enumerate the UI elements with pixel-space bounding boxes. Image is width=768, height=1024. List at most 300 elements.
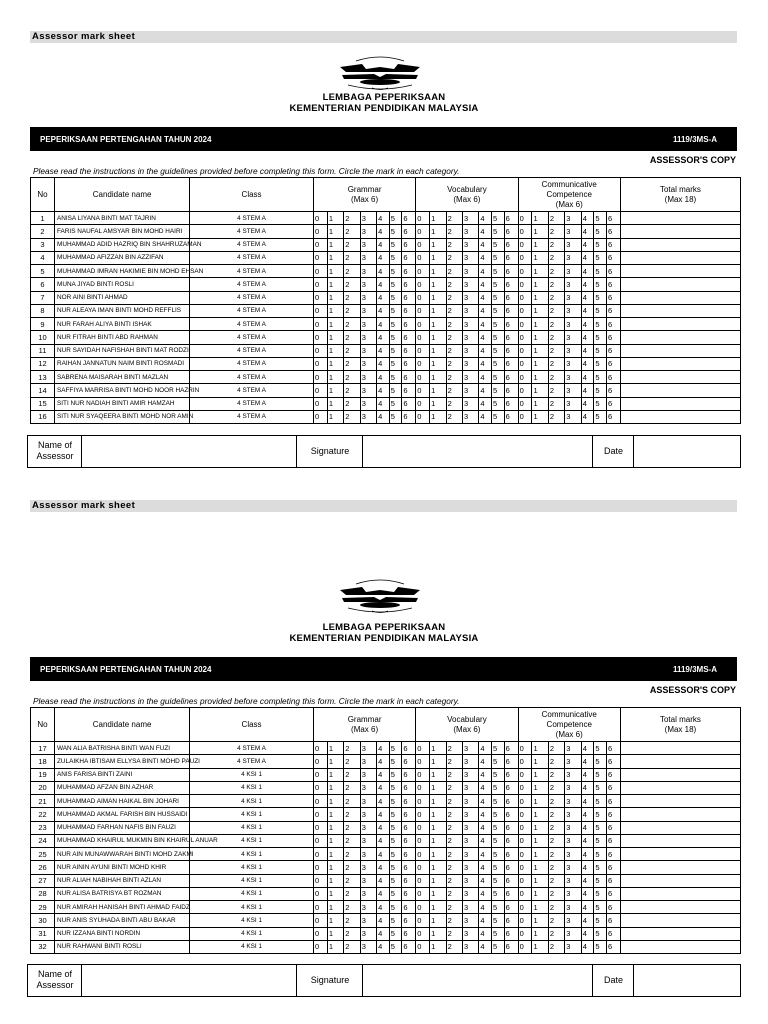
grammar-mark-option[interactable]: 0 (313, 291, 327, 304)
communicative-mark-option[interactable]: 1 (532, 768, 548, 781)
grammar-mark-option[interactable]: 4 (377, 768, 390, 781)
total-marks-cell[interactable] (620, 212, 740, 225)
grammar-mark-option[interactable]: 2 (344, 848, 360, 861)
vocabulary-mark-option[interactable]: 1 (430, 887, 446, 900)
grammar-mark-option[interactable]: 2 (344, 265, 360, 278)
grammar-mark-option[interactable]: 4 (377, 914, 390, 927)
total-marks-cell[interactable] (620, 755, 740, 768)
vocabulary-mark-option[interactable]: 4 (479, 278, 492, 291)
grammar-mark-option[interactable]: 3 (360, 821, 376, 834)
communicative-mark-option[interactable]: 2 (548, 331, 564, 344)
vocabulary-mark-option[interactable]: 3 (462, 808, 478, 821)
communicative-mark-option[interactable]: 4 (581, 940, 594, 953)
grammar-mark-option[interactable]: 3 (360, 371, 376, 384)
grammar-mark-option[interactable]: 3 (360, 914, 376, 927)
communicative-mark-option[interactable]: 5 (594, 781, 607, 794)
communicative-mark-option[interactable]: 4 (581, 861, 594, 874)
communicative-mark-option[interactable]: 6 (606, 768, 620, 781)
communicative-mark-option[interactable]: 1 (532, 212, 548, 225)
vocabulary-mark-option[interactable]: 0 (416, 291, 430, 304)
communicative-mark-option[interactable]: 2 (548, 755, 564, 768)
vocabulary-mark-option[interactable]: 3 (462, 940, 478, 953)
vocabulary-mark-option[interactable]: 3 (462, 755, 478, 768)
vocabulary-mark-option[interactable]: 0 (416, 397, 430, 410)
vocabulary-mark-option[interactable]: 5 (492, 304, 505, 317)
vocabulary-mark-option[interactable]: 1 (430, 781, 446, 794)
vocabulary-mark-option[interactable]: 4 (479, 781, 492, 794)
grammar-mark-option[interactable]: 2 (344, 874, 360, 887)
communicative-mark-option[interactable]: 2 (548, 344, 564, 357)
total-marks-cell[interactable] (620, 768, 740, 781)
communicative-mark-option[interactable]: 2 (548, 821, 564, 834)
communicative-mark-option[interactable]: 4 (581, 251, 594, 264)
grammar-mark-option[interactable]: 4 (377, 291, 390, 304)
vocabulary-mark-option[interactable]: 5 (492, 397, 505, 410)
communicative-mark-option[interactable]: 4 (581, 848, 594, 861)
vocabulary-mark-option[interactable]: 0 (416, 940, 430, 953)
grammar-mark-option[interactable]: 4 (377, 927, 390, 940)
vocabulary-mark-option[interactable]: 0 (416, 251, 430, 264)
communicative-mark-option[interactable]: 0 (518, 927, 532, 940)
communicative-mark-option[interactable]: 1 (532, 874, 548, 887)
total-marks-cell[interactable] (620, 781, 740, 794)
communicative-mark-option[interactable]: 3 (565, 238, 581, 251)
vocabulary-mark-option[interactable]: 5 (492, 225, 505, 238)
vocabulary-mark-option[interactable]: 5 (492, 914, 505, 927)
vocabulary-mark-option[interactable]: 3 (462, 357, 478, 370)
communicative-mark-option[interactable]: 3 (565, 384, 581, 397)
communicative-mark-option[interactable]: 2 (548, 371, 564, 384)
vocabulary-mark-option[interactable]: 4 (479, 755, 492, 768)
grammar-mark-option[interactable]: 2 (344, 225, 360, 238)
grammar-mark-option[interactable]: 0 (313, 331, 327, 344)
communicative-mark-option[interactable]: 0 (518, 371, 532, 384)
vocabulary-mark-option[interactable]: 2 (446, 874, 462, 887)
vocabulary-mark-option[interactable]: 1 (430, 212, 446, 225)
grammar-mark-option[interactable]: 6 (402, 304, 416, 317)
total-marks-cell[interactable] (620, 318, 740, 331)
communicative-mark-option[interactable]: 5 (594, 225, 607, 238)
communicative-mark-option[interactable]: 4 (581, 821, 594, 834)
communicative-mark-option[interactable]: 5 (594, 265, 607, 278)
communicative-mark-option[interactable]: 0 (518, 940, 532, 953)
vocabulary-mark-option[interactable]: 3 (462, 384, 478, 397)
vocabulary-mark-option[interactable]: 1 (430, 901, 446, 914)
vocabulary-mark-option[interactable]: 2 (446, 887, 462, 900)
grammar-mark-option[interactable]: 4 (377, 940, 390, 953)
vocabulary-mark-option[interactable]: 5 (492, 940, 505, 953)
communicative-mark-option[interactable]: 1 (532, 304, 548, 317)
grammar-mark-option[interactable]: 6 (402, 331, 416, 344)
vocabulary-mark-option[interactable]: 6 (504, 808, 518, 821)
communicative-mark-option[interactable]: 4 (581, 410, 594, 423)
vocabulary-mark-option[interactable]: 3 (462, 265, 478, 278)
grammar-mark-option[interactable]: 1 (327, 331, 343, 344)
communicative-mark-option[interactable]: 2 (548, 848, 564, 861)
communicative-mark-option[interactable]: 6 (606, 742, 620, 755)
grammar-mark-option[interactable]: 1 (327, 291, 343, 304)
grammar-mark-option[interactable]: 4 (377, 344, 390, 357)
communicative-mark-option[interactable]: 4 (581, 291, 594, 304)
communicative-mark-option[interactable]: 2 (548, 914, 564, 927)
vocabulary-mark-option[interactable]: 6 (504, 861, 518, 874)
vocabulary-mark-option[interactable]: 1 (430, 755, 446, 768)
communicative-mark-option[interactable]: 0 (518, 742, 532, 755)
communicative-mark-option[interactable]: 1 (532, 861, 548, 874)
vocabulary-mark-option[interactable]: 4 (479, 344, 492, 357)
vocabulary-mark-option[interactable]: 0 (416, 318, 430, 331)
vocabulary-mark-option[interactable]: 3 (462, 318, 478, 331)
grammar-mark-option[interactable]: 3 (360, 291, 376, 304)
communicative-mark-option[interactable]: 3 (565, 781, 581, 794)
grammar-mark-option[interactable]: 4 (377, 901, 390, 914)
vocabulary-mark-option[interactable]: 0 (416, 357, 430, 370)
grammar-mark-option[interactable]: 5 (389, 755, 402, 768)
vocabulary-mark-option[interactable]: 3 (462, 848, 478, 861)
grammar-mark-option[interactable]: 6 (402, 887, 416, 900)
total-marks-cell[interactable] (620, 808, 740, 821)
vocabulary-mark-option[interactable]: 0 (416, 808, 430, 821)
communicative-mark-option[interactable]: 4 (581, 901, 594, 914)
vocabulary-mark-option[interactable]: 1 (430, 795, 446, 808)
vocabulary-mark-option[interactable]: 2 (446, 251, 462, 264)
vocabulary-mark-option[interactable]: 2 (446, 344, 462, 357)
vocabulary-mark-option[interactable]: 6 (504, 291, 518, 304)
grammar-mark-option[interactable]: 4 (377, 265, 390, 278)
vocabulary-mark-option[interactable]: 6 (504, 265, 518, 278)
vocabulary-mark-option[interactable]: 1 (430, 834, 446, 847)
grammar-mark-option[interactable]: 5 (389, 874, 402, 887)
grammar-mark-option[interactable]: 4 (377, 397, 390, 410)
grammar-mark-option[interactable]: 4 (377, 848, 390, 861)
vocabulary-mark-option[interactable]: 6 (504, 927, 518, 940)
vocabulary-mark-option[interactable]: 5 (492, 927, 505, 940)
communicative-mark-option[interactable]: 6 (606, 861, 620, 874)
communicative-mark-option[interactable]: 4 (581, 225, 594, 238)
communicative-mark-option[interactable]: 6 (606, 304, 620, 317)
grammar-mark-option[interactable]: 2 (344, 821, 360, 834)
grammar-mark-option[interactable]: 1 (327, 861, 343, 874)
grammar-mark-option[interactable]: 2 (344, 357, 360, 370)
grammar-mark-option[interactable]: 0 (313, 357, 327, 370)
communicative-mark-option[interactable]: 4 (581, 304, 594, 317)
communicative-mark-option[interactable]: 0 (518, 304, 532, 317)
vocabulary-mark-option[interactable]: 3 (462, 291, 478, 304)
vocabulary-mark-option[interactable]: 6 (504, 887, 518, 900)
vocabulary-mark-option[interactable]: 2 (446, 768, 462, 781)
vocabulary-mark-option[interactable]: 0 (416, 344, 430, 357)
vocabulary-mark-option[interactable]: 1 (430, 238, 446, 251)
grammar-mark-option[interactable]: 3 (360, 874, 376, 887)
vocabulary-mark-option[interactable]: 2 (446, 384, 462, 397)
total-marks-cell[interactable] (620, 742, 740, 755)
vocabulary-mark-option[interactable]: 2 (446, 781, 462, 794)
grammar-mark-option[interactable]: 6 (402, 410, 416, 423)
communicative-mark-option[interactable]: 6 (606, 251, 620, 264)
grammar-mark-option[interactable]: 5 (389, 371, 402, 384)
communicative-mark-option[interactable]: 1 (532, 742, 548, 755)
total-marks-cell[interactable] (620, 834, 740, 847)
vocabulary-mark-option[interactable]: 0 (416, 384, 430, 397)
grammar-mark-option[interactable]: 2 (344, 914, 360, 927)
communicative-mark-option[interactable]: 4 (581, 357, 594, 370)
grammar-mark-option[interactable]: 2 (344, 901, 360, 914)
vocabulary-mark-option[interactable]: 0 (416, 371, 430, 384)
communicative-mark-option[interactable]: 1 (532, 384, 548, 397)
communicative-mark-option[interactable]: 5 (594, 238, 607, 251)
vocabulary-mark-option[interactable]: 3 (462, 331, 478, 344)
vocabulary-mark-option[interactable]: 6 (504, 304, 518, 317)
communicative-mark-option[interactable]: 0 (518, 212, 532, 225)
vocabulary-mark-option[interactable]: 5 (492, 768, 505, 781)
vocabulary-mark-option[interactable]: 1 (430, 768, 446, 781)
communicative-mark-option[interactable]: 2 (548, 225, 564, 238)
grammar-mark-option[interactable]: 3 (360, 212, 376, 225)
grammar-mark-option[interactable]: 2 (344, 212, 360, 225)
communicative-mark-option[interactable]: 2 (548, 397, 564, 410)
communicative-mark-option[interactable]: 0 (518, 901, 532, 914)
vocabulary-mark-option[interactable]: 3 (462, 410, 478, 423)
communicative-mark-option[interactable]: 2 (548, 940, 564, 953)
vocabulary-mark-option[interactable]: 0 (416, 304, 430, 317)
communicative-mark-option[interactable]: 2 (548, 265, 564, 278)
grammar-mark-option[interactable]: 5 (389, 304, 402, 317)
vocabulary-mark-option[interactable]: 2 (446, 238, 462, 251)
total-marks-cell[interactable] (620, 821, 740, 834)
grammar-mark-option[interactable]: 1 (327, 808, 343, 821)
communicative-mark-option[interactable]: 2 (548, 291, 564, 304)
grammar-mark-option[interactable]: 1 (327, 795, 343, 808)
grammar-mark-option[interactable]: 3 (360, 768, 376, 781)
communicative-mark-option[interactable]: 5 (594, 331, 607, 344)
grammar-mark-option[interactable]: 3 (360, 225, 376, 238)
grammar-mark-option[interactable]: 5 (389, 848, 402, 861)
communicative-mark-option[interactable]: 2 (548, 768, 564, 781)
grammar-mark-option[interactable]: 3 (360, 781, 376, 794)
vocabulary-mark-option[interactable]: 4 (479, 821, 492, 834)
vocabulary-mark-option[interactable]: 4 (479, 225, 492, 238)
grammar-mark-option[interactable]: 0 (313, 795, 327, 808)
communicative-mark-option[interactable]: 3 (565, 914, 581, 927)
grammar-mark-option[interactable]: 5 (389, 887, 402, 900)
communicative-mark-option[interactable]: 5 (594, 887, 607, 900)
vocabulary-mark-option[interactable]: 5 (492, 874, 505, 887)
grammar-mark-option[interactable]: 4 (377, 410, 390, 423)
communicative-mark-option[interactable]: 6 (606, 755, 620, 768)
vocabulary-mark-option[interactable]: 1 (430, 848, 446, 861)
communicative-mark-option[interactable]: 5 (594, 304, 607, 317)
communicative-mark-option[interactable]: 0 (518, 251, 532, 264)
communicative-mark-option[interactable]: 4 (581, 238, 594, 251)
grammar-mark-option[interactable]: 3 (360, 940, 376, 953)
vocabulary-mark-option[interactable]: 3 (462, 795, 478, 808)
grammar-mark-option[interactable]: 1 (327, 755, 343, 768)
vocabulary-mark-option[interactable]: 2 (446, 410, 462, 423)
communicative-mark-option[interactable]: 5 (594, 874, 607, 887)
vocabulary-mark-option[interactable]: 3 (462, 251, 478, 264)
grammar-mark-option[interactable]: 3 (360, 795, 376, 808)
vocabulary-mark-option[interactable]: 5 (492, 238, 505, 251)
communicative-mark-option[interactable]: 3 (565, 225, 581, 238)
communicative-mark-option[interactable]: 1 (532, 901, 548, 914)
vocabulary-mark-option[interactable]: 0 (416, 914, 430, 927)
grammar-mark-option[interactable]: 0 (313, 742, 327, 755)
grammar-mark-option[interactable]: 0 (313, 318, 327, 331)
communicative-mark-option[interactable]: 0 (518, 755, 532, 768)
grammar-mark-option[interactable]: 6 (402, 397, 416, 410)
vocabulary-mark-option[interactable]: 0 (416, 278, 430, 291)
vocabulary-mark-option[interactable]: 2 (446, 291, 462, 304)
communicative-mark-option[interactable]: 1 (532, 834, 548, 847)
communicative-mark-option[interactable]: 6 (606, 808, 620, 821)
communicative-mark-option[interactable]: 2 (548, 304, 564, 317)
communicative-mark-option[interactable]: 3 (565, 848, 581, 861)
grammar-mark-option[interactable]: 0 (313, 808, 327, 821)
communicative-mark-option[interactable]: 6 (606, 225, 620, 238)
communicative-mark-option[interactable]: 4 (581, 834, 594, 847)
communicative-mark-option[interactable]: 3 (565, 265, 581, 278)
grammar-mark-option[interactable]: 4 (377, 318, 390, 331)
grammar-mark-option[interactable]: 1 (327, 304, 343, 317)
vocabulary-mark-option[interactable]: 0 (416, 901, 430, 914)
grammar-mark-option[interactable]: 3 (360, 357, 376, 370)
grammar-mark-option[interactable]: 6 (402, 384, 416, 397)
vocabulary-mark-option[interactable]: 1 (430, 371, 446, 384)
grammar-mark-option[interactable]: 0 (313, 861, 327, 874)
communicative-mark-option[interactable]: 1 (532, 357, 548, 370)
grammar-mark-option[interactable]: 1 (327, 940, 343, 953)
vocabulary-mark-option[interactable]: 5 (492, 781, 505, 794)
grammar-mark-option[interactable]: 5 (389, 238, 402, 251)
vocabulary-mark-option[interactable]: 2 (446, 397, 462, 410)
grammar-mark-option[interactable]: 1 (327, 397, 343, 410)
total-marks-cell[interactable] (620, 914, 740, 927)
vocabulary-mark-option[interactable]: 2 (446, 357, 462, 370)
communicative-mark-option[interactable]: 5 (594, 344, 607, 357)
vocabulary-mark-option[interactable]: 6 (504, 755, 518, 768)
communicative-mark-option[interactable]: 6 (606, 848, 620, 861)
grammar-mark-option[interactable]: 3 (360, 397, 376, 410)
vocabulary-mark-option[interactable]: 5 (492, 251, 505, 264)
vocabulary-mark-option[interactable]: 0 (416, 768, 430, 781)
grammar-mark-option[interactable]: 5 (389, 781, 402, 794)
vocabulary-mark-option[interactable]: 1 (430, 914, 446, 927)
vocabulary-mark-option[interactable]: 4 (479, 848, 492, 861)
total-marks-cell[interactable] (620, 238, 740, 251)
grammar-mark-option[interactable]: 5 (389, 821, 402, 834)
grammar-mark-option[interactable]: 1 (327, 251, 343, 264)
grammar-mark-option[interactable]: 6 (402, 755, 416, 768)
grammar-mark-option[interactable]: 0 (313, 755, 327, 768)
vocabulary-mark-option[interactable]: 6 (504, 874, 518, 887)
grammar-mark-option[interactable]: 2 (344, 291, 360, 304)
vocabulary-mark-option[interactable]: 3 (462, 821, 478, 834)
vocabulary-mark-option[interactable]: 4 (479, 768, 492, 781)
communicative-mark-option[interactable]: 1 (532, 225, 548, 238)
vocabulary-mark-option[interactable]: 4 (479, 265, 492, 278)
total-marks-cell[interactable] (620, 848, 740, 861)
grammar-mark-option[interactable]: 1 (327, 848, 343, 861)
grammar-mark-option[interactable]: 3 (360, 251, 376, 264)
grammar-mark-option[interactable]: 0 (313, 901, 327, 914)
communicative-mark-option[interactable]: 1 (532, 914, 548, 927)
communicative-mark-option[interactable]: 3 (565, 304, 581, 317)
signature-field[interactable] (363, 965, 593, 996)
signature-field[interactable] (363, 436, 593, 467)
grammar-mark-option[interactable]: 6 (402, 795, 416, 808)
communicative-mark-option[interactable]: 3 (565, 768, 581, 781)
grammar-mark-option[interactable]: 1 (327, 278, 343, 291)
communicative-mark-option[interactable]: 4 (581, 265, 594, 278)
communicative-mark-option[interactable]: 1 (532, 331, 548, 344)
communicative-mark-option[interactable]: 1 (532, 265, 548, 278)
communicative-mark-option[interactable]: 5 (594, 278, 607, 291)
vocabulary-mark-option[interactable]: 4 (479, 331, 492, 344)
grammar-mark-option[interactable]: 2 (344, 397, 360, 410)
communicative-mark-option[interactable]: 3 (565, 821, 581, 834)
grammar-mark-option[interactable]: 0 (313, 927, 327, 940)
vocabulary-mark-option[interactable]: 5 (492, 795, 505, 808)
grammar-mark-option[interactable]: 2 (344, 251, 360, 264)
vocabulary-mark-option[interactable]: 6 (504, 848, 518, 861)
vocabulary-mark-option[interactable]: 1 (430, 808, 446, 821)
communicative-mark-option[interactable]: 4 (581, 874, 594, 887)
communicative-mark-option[interactable]: 5 (594, 755, 607, 768)
grammar-mark-option[interactable]: 0 (313, 278, 327, 291)
vocabulary-mark-option[interactable]: 3 (462, 304, 478, 317)
communicative-mark-option[interactable]: 6 (606, 331, 620, 344)
grammar-mark-option[interactable]: 1 (327, 914, 343, 927)
vocabulary-mark-option[interactable]: 0 (416, 861, 430, 874)
grammar-mark-option[interactable]: 3 (360, 238, 376, 251)
grammar-mark-option[interactable]: 3 (360, 927, 376, 940)
communicative-mark-option[interactable]: 2 (548, 887, 564, 900)
total-marks-cell[interactable] (620, 887, 740, 900)
vocabulary-mark-option[interactable]: 6 (504, 834, 518, 847)
grammar-mark-option[interactable]: 6 (402, 781, 416, 794)
communicative-mark-option[interactable]: 6 (606, 874, 620, 887)
communicative-mark-option[interactable]: 0 (518, 821, 532, 834)
communicative-mark-option[interactable]: 6 (606, 781, 620, 794)
total-marks-cell[interactable] (620, 278, 740, 291)
communicative-mark-option[interactable]: 2 (548, 278, 564, 291)
communicative-mark-option[interactable]: 1 (532, 251, 548, 264)
communicative-mark-option[interactable]: 1 (532, 278, 548, 291)
communicative-mark-option[interactable]: 4 (581, 397, 594, 410)
vocabulary-mark-option[interactable]: 5 (492, 901, 505, 914)
communicative-mark-option[interactable]: 6 (606, 278, 620, 291)
communicative-mark-option[interactable]: 6 (606, 940, 620, 953)
vocabulary-mark-option[interactable]: 1 (430, 344, 446, 357)
communicative-mark-option[interactable]: 4 (581, 914, 594, 927)
vocabulary-mark-option[interactable]: 5 (492, 834, 505, 847)
communicative-mark-option[interactable]: 0 (518, 265, 532, 278)
grammar-mark-option[interactable]: 6 (402, 768, 416, 781)
communicative-mark-option[interactable]: 2 (548, 238, 564, 251)
vocabulary-mark-option[interactable]: 3 (462, 874, 478, 887)
vocabulary-mark-option[interactable]: 6 (504, 331, 518, 344)
vocabulary-mark-option[interactable]: 3 (462, 371, 478, 384)
communicative-mark-option[interactable]: 1 (532, 927, 548, 940)
grammar-mark-option[interactable]: 2 (344, 304, 360, 317)
grammar-mark-option[interactable]: 6 (402, 265, 416, 278)
grammar-mark-option[interactable]: 2 (344, 795, 360, 808)
grammar-mark-option[interactable]: 3 (360, 410, 376, 423)
vocabulary-mark-option[interactable]: 1 (430, 251, 446, 264)
communicative-mark-option[interactable]: 6 (606, 887, 620, 900)
grammar-mark-option[interactable]: 1 (327, 344, 343, 357)
total-marks-cell[interactable] (620, 397, 740, 410)
